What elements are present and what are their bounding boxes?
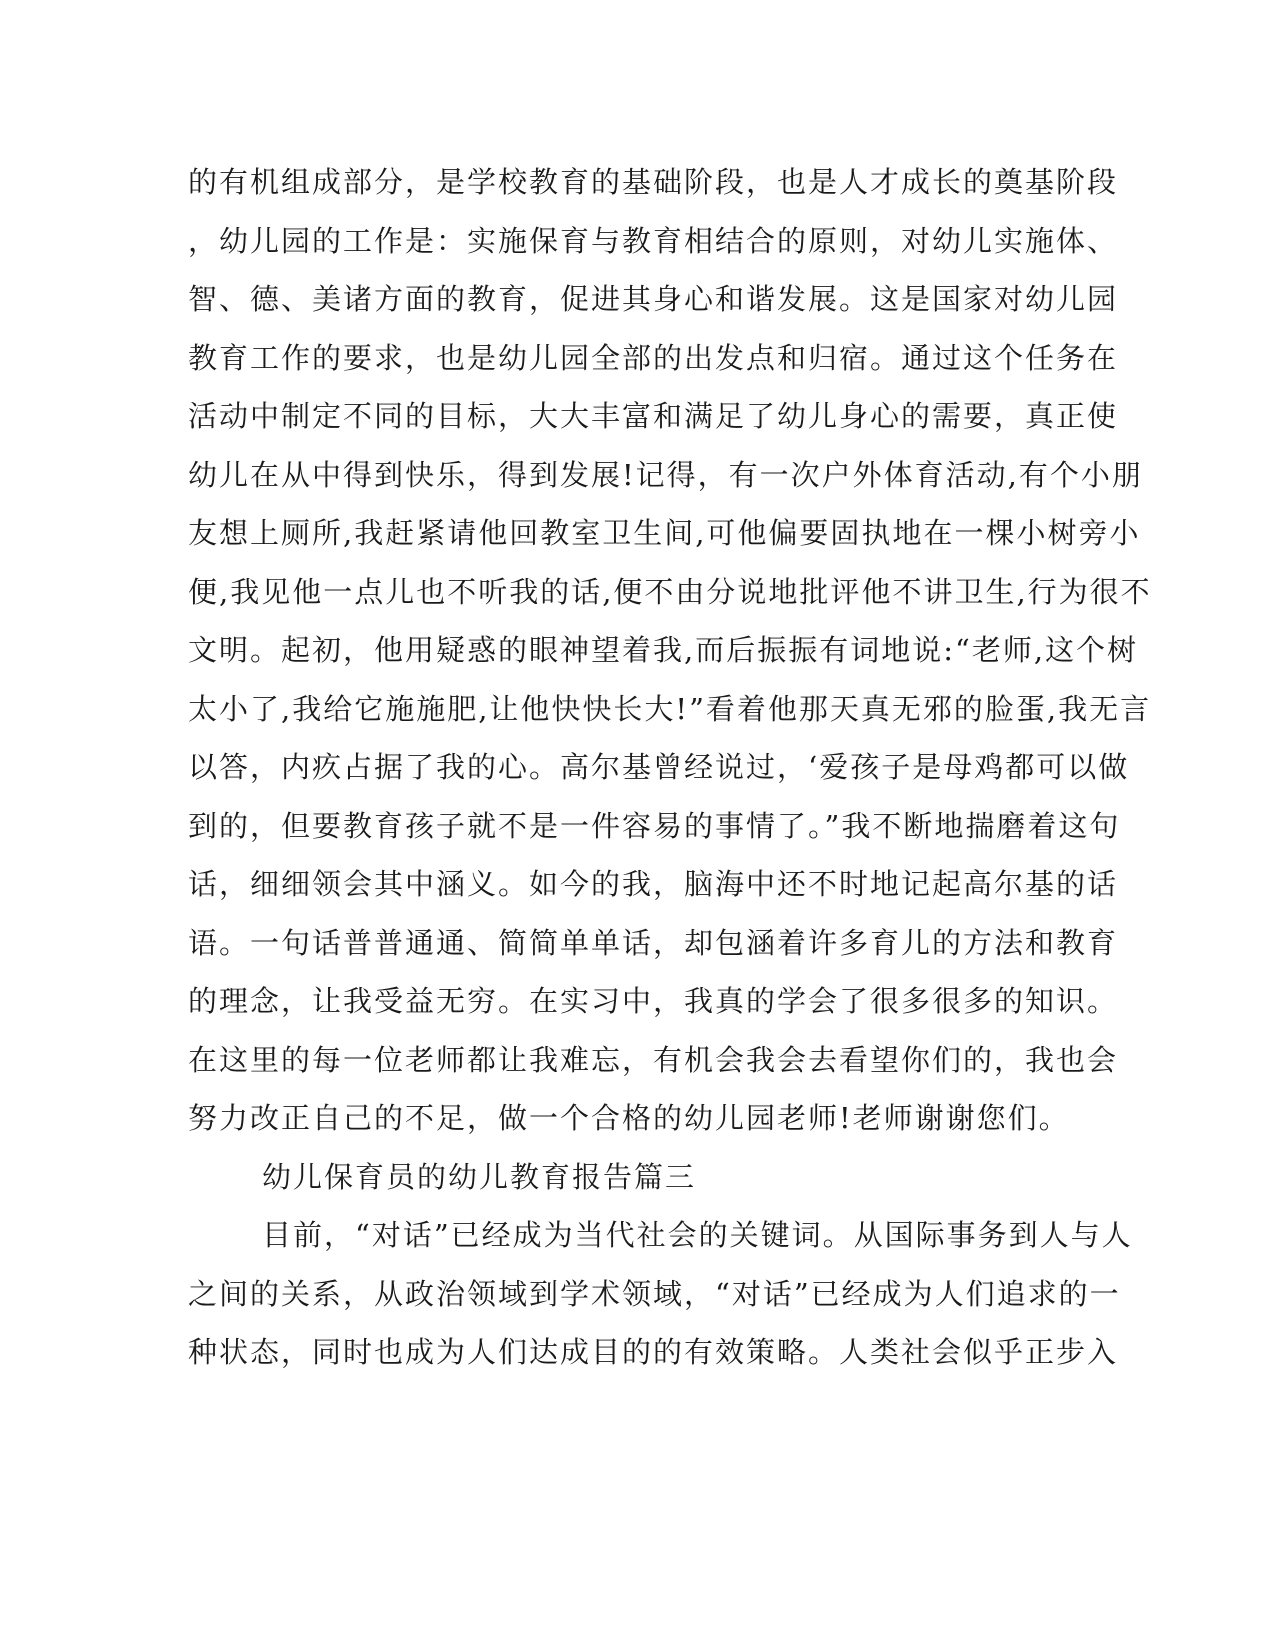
body-text-line: 在这里的每一位老师都让我难忘，有机会我会去看望你们的，我也会: [188, 1043, 1119, 1077]
body-text-line: 智、德、美诸方面的教育，促进其身心和谐发展。这是国家对幼儿园: [188, 282, 1119, 316]
body-text-line: 努力改正自己的不足，做一个合格的幼儿园老师!老师谢谢您们。: [188, 1101, 1070, 1135]
body-text-line: 幼儿在从中得到快乐，得到发展!记得，有一次户外体育活动,有个小朋: [188, 458, 1143, 492]
body-text-line: 话，细细领会其中涵义。如今的我，脑海中还不时地记起高尔基的话: [188, 867, 1119, 901]
body-text-line: 的理念，让我受益无穷。在实习中，我真的学会了很多很多的知识。: [188, 984, 1119, 1018]
body-text-line: 文明。起初，他用疑惑的眼神望着我,而后振振有词地说:“老师,这个树: [188, 633, 1139, 667]
section-title: 幼儿保育员的幼儿教育报告篇三: [262, 1160, 697, 1194]
body-text-line: 语。一句话普普通通、简简单单话，却包涵着许多育儿的方法和教育: [188, 926, 1119, 960]
body-text-line: ，幼儿园的工作是：实施保育与教育相结合的原则，对幼儿实施体、: [188, 224, 1119, 258]
body-text-line: 目前，“对话”已经成为当代社会的关键词。从国际事务到人与人: [262, 1218, 1133, 1252]
body-text-line: 便,我见他一点儿也不听我的话,便不由分说地批评他不讲卫生,行为很不: [188, 575, 1152, 609]
body-text-line: 的有机组成部分，是学校教育的基础阶段，也是人才成长的奠基阶段: [188, 165, 1119, 199]
body-text-line: 种状态，同时也成为人们达成目的的有效策略。人类社会似乎正步入: [188, 1335, 1119, 1369]
body-text-line: 教育工作的要求，也是幼儿园全部的出发点和归宿。通过这个任务在: [188, 341, 1119, 375]
body-text-line: 活动中制定不同的目标，大大丰富和满足了幼儿身心的需要，真正使: [188, 399, 1119, 433]
body-text-line: 太小了,我给它施施肥,让他快快长大!”看着他那天真无邪的脸蛋,我无言: [188, 692, 1152, 726]
body-text-line: 到的，但要教育孩子就不是一件容易的事情了。”我不断地揣磨着这句: [188, 809, 1121, 843]
body-text-line: 以答，内疚占据了我的心。高尔基曾经说过，‘爱孩子是母鸡都可以做: [188, 750, 1130, 784]
body-text-line: 友想上厕所,我赶紧请他回教室卫生间,可他偏要固执地在一棵小树旁小: [188, 516, 1141, 550]
body-text-line: 之间的关系，从政治领域到学术领域，“对话”已经成为人们追求的一: [188, 1277, 1121, 1311]
